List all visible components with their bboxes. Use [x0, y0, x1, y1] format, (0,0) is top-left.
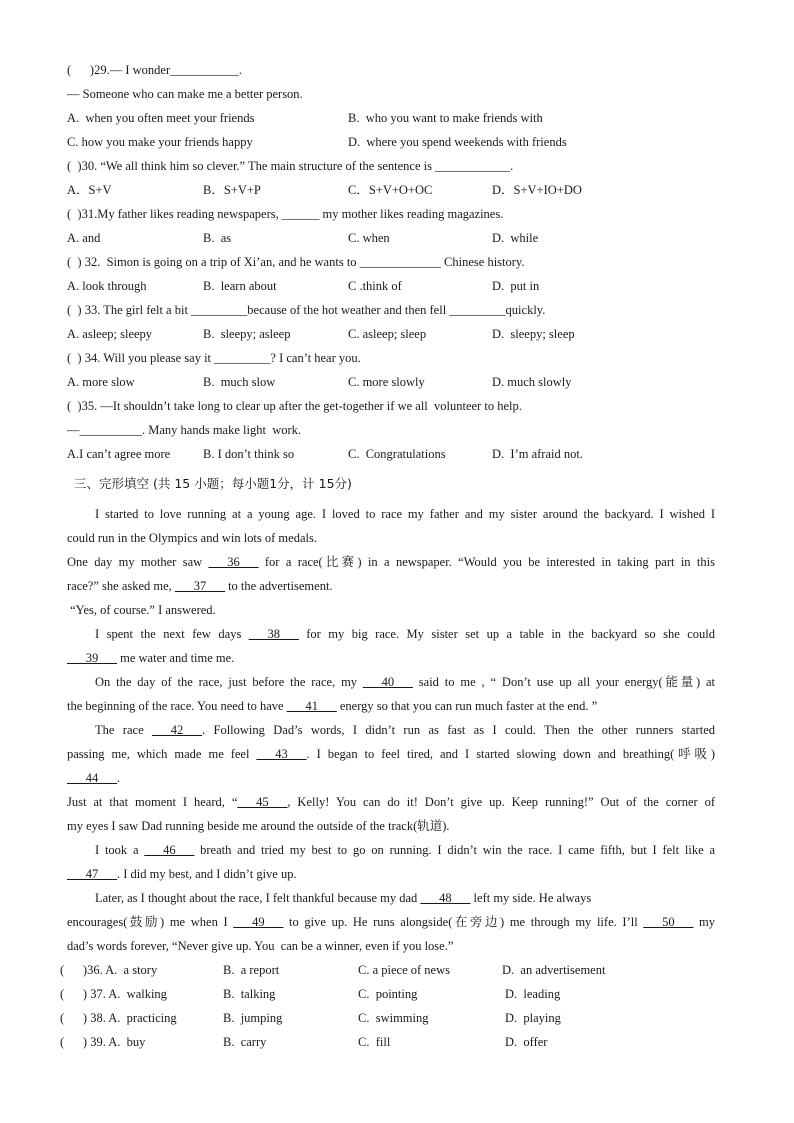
q37-option-c: C. pointing [358, 987, 418, 1001]
q30-option-c: C．S+V+O+OC [348, 183, 433, 197]
q35-option-b: B. I don’t think so [203, 447, 295, 461]
q32-option-d: D. put in [492, 279, 540, 293]
q36-option-c: C. a piece of news [358, 963, 450, 977]
passage-line: I started to love running at a young age. I loved to race my father and my sister around the backyard. I wished I [95, 507, 715, 521]
q38-stem: ( ) 38. A. practicing [60, 1011, 177, 1025]
q36-option-b: B. a report [223, 963, 280, 977]
q29-option-c: C. how you make your friends happy [67, 135, 253, 149]
q39-option-c: C. fill [358, 1035, 391, 1049]
q33-option-d: D. sleepy; sleep [492, 327, 575, 341]
blank-45: ___45___ [237, 795, 288, 809]
passage-line: On the day of the race, just before the race, my ___40___ said to me , “ Don’t use up all your energy(能量) at [95, 675, 715, 689]
passage-line: could run in the Olympics and win lots of medals. [67, 531, 317, 545]
q33-option-c: C. asleep; sleep [348, 327, 427, 341]
q34-option-d: D. much slowly [492, 375, 572, 389]
q37-option-b: B. talking [223, 987, 276, 1001]
q32-option-b: B. learn about [203, 279, 277, 293]
q33-option-b: B. sleepy; asleep [203, 327, 291, 341]
q34-option-c: C. more slowly [348, 375, 425, 389]
passage-line: I took a ___46___ breath and tried my best to go on running. I didn’t win the race. I came fifth, but I felt like a [95, 843, 715, 857]
blank-38: ___38___ [248, 627, 299, 641]
passage-line: passing me, which made me feel ___43___. I began to feel tired, and I started slowing down and breathing(呼吸) [67, 747, 715, 761]
q36-stem: ( )36. A. a story [60, 963, 158, 977]
passage-line: dad’s words forever, “Never give up. You can be a winner, even if you lose.” [67, 939, 454, 953]
q31-option-b: B. as [203, 231, 232, 245]
q35-response: —__________. Many hands make light work. [67, 423, 302, 437]
passage-line: race?” she asked me, ___37___ to the advertisement. [67, 579, 333, 593]
blank-41: ___41___ [286, 699, 337, 713]
q38-option-c: C. swimming [358, 1011, 429, 1025]
q33-stem: ( ) 33. The girl felt a bit _________because of the hot weather and then fell _________quickly. [67, 303, 546, 317]
q39-option-d: D. offer [505, 1035, 548, 1049]
blank-50: ___50___ [643, 915, 694, 929]
q39-stem: ( ) 39. A. buy [60, 1035, 146, 1049]
blank-43: ___43___ [256, 747, 307, 761]
q29-prompt: — Someone who can make me a better person. [67, 87, 303, 101]
q31-option-d: D. while [492, 231, 539, 245]
q31-option-c: C. when [348, 231, 390, 245]
passage-line: One day my mother saw ___36___ for a race(比赛) in a newspaper. “Would you be interested in taking part in this [67, 555, 715, 569]
q29-stem: ( )29.— I wonder___________. [67, 63, 242, 77]
q29-option-a: A. when you often meet your friends [67, 111, 255, 125]
blank-47: ___47___ [67, 867, 117, 881]
passage-line: encourages(鼓励) me when I ___49___ to give up. He runs alongside(在旁边) me through my life. I’ll ___50___ my [67, 915, 715, 929]
blank-49: ___49___ [233, 915, 284, 929]
q31-option-a: A. and [67, 231, 101, 245]
q30-option-a: A．S+V [67, 183, 112, 197]
q33-option-a: A. asleep; sleepy [67, 327, 153, 341]
q29-option-d: D. where you spend weekends with friends [348, 135, 567, 149]
blank-36: ___36___ [208, 555, 259, 569]
blank-46: ___46___ [144, 843, 195, 857]
passage-line: Later, as I thought about the race, I felt thankful because my dad ___48___ left my side. He always [95, 891, 592, 905]
q37-option-d: D. leading [505, 987, 561, 1001]
passage-line: The race ___42___. Following Dad’s words, I didn’t run as fast as I could. Then the other runners started [95, 723, 715, 737]
blank-42: ___42___ [152, 723, 202, 737]
q31-stem: ( )31.My father likes reading newspapers, ______ my mother likes reading magazines. [67, 207, 504, 221]
q39-option-b: B. carry [223, 1035, 267, 1049]
blank-39: ___39___ [67, 651, 117, 665]
q29-option-b: B. who you want to make friends with [348, 111, 543, 125]
passage-line: ___44___. [67, 771, 121, 785]
blank-48: ___48___ [420, 891, 471, 905]
q38-option-d: D. playing [505, 1011, 561, 1025]
passage-line: “Yes, of course.” I answered. [67, 603, 216, 617]
blank-37: ___37___ [174, 579, 225, 593]
q35-option-c: C. Congratulations [348, 447, 446, 461]
passage-line: the beginning of the race. You need to have ___41___ energy so that you can run much faster at the end. ” [67, 699, 598, 713]
q34-stem: ( ) 34. Will you please say it _________? I can’t hear you. [67, 351, 361, 365]
blank-44: ___44___ [67, 771, 117, 785]
q34-option-a: A. more slow [67, 375, 135, 389]
section-3-heading: 三、完形填空 (共 15 小题；每小题1分，计 15分) [74, 476, 352, 491]
q35-option-d: D. I’m afraid not. [492, 447, 583, 461]
q32-option-a: A. look through [67, 279, 147, 293]
q37-stem: ( ) 37. A. walking [60, 987, 167, 1001]
q30-stem: ( )30. “We all think him so clever.” The main structure of the sentence is ____________. [67, 159, 514, 173]
passage-line: I spent the next few days ___38___ for my big race. My sister set up a table in the backyard so she could [95, 627, 715, 641]
q38-option-b: B. jumping [223, 1011, 283, 1025]
q34-option-b: B. much slow [203, 375, 276, 389]
blank-40: ___40___ [362, 675, 413, 689]
passage-line: ___47___. I did my best, and I didn’t give up. [67, 867, 297, 881]
q35-stem: ( )35. —It shouldn’t take long to clear up after the get-together if we all volunteer to help. [67, 399, 522, 413]
q30-option-b: B．S+V+P [203, 183, 261, 197]
q36-option-d: D. an advertisement [502, 963, 606, 977]
q35-option-a: A.I can’t agree more [67, 447, 171, 461]
passage-line: my eyes I saw Dad running beside me around the outside of the track(轨道). [67, 819, 450, 833]
q32-option-c: C .think of [348, 279, 402, 293]
passage-line: Just at that moment I heard, “___45___, Kelly! You can do it! Don’t give up. Keep running!” Out of the corner of [67, 795, 715, 809]
q30-option-d: D．S+V+IO+DO [492, 183, 582, 197]
passage-line: ___39___ me water and time me. [67, 651, 235, 665]
q32-stem: ( ) 32. Simon is going on a trip of Xi’an, and he wants to _____________ Chinese history. [67, 255, 525, 269]
